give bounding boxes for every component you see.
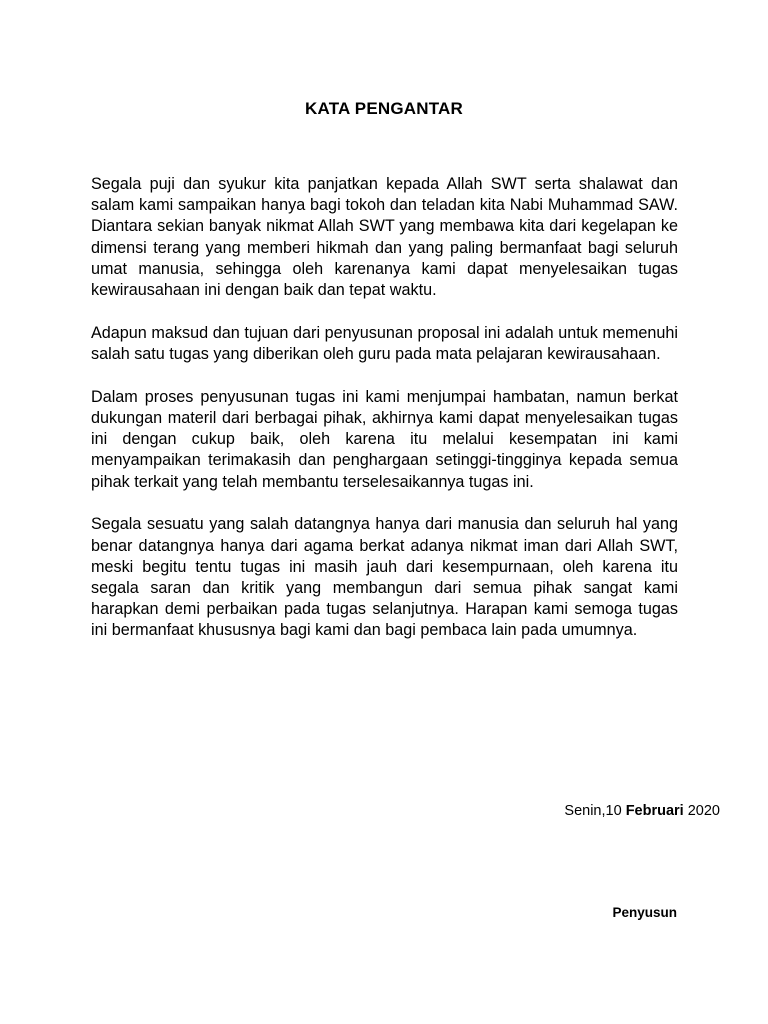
paragraph-1: Segala puji dan syukur kita panjatkan kepada Allah SWT serta shalawat dan salam kami sampaikan hanya bagi tokoh dan teladan kita Nabi Muhammad SAW. Diantara sekian banyak nikmat Allah SWT yang membawa kita dari kegelapan ke dimensi terang yang memberi hikmah dan yang paling bermanfaat bagi seluruh umat manusia, sehingga oleh karenanya kami dapat menyelesaikan tugas kewirausahaan ini dengan baik dan tepat waktu. [91,175,678,300]
document-body [91,174,678,663]
date-line [564,801,720,821]
document-title: KATA PENGANTAR [305,99,463,118]
paragraph-3: Dalam proses penyusunan tugas ini kami menjumpai hambatan, namun berkat dukungan materil dari berbagai pihak, akhirnya kami dapat menyelesaikan tugas ini dengan cukup baik, oleh karena itu melalui kesempatan ini kami menyampaikan terimakasih dan penghargaan setinggi-tingginya kepada semua pihak terkait yang telah membantu terselesaikannya tugas ini. [91,387,678,491]
date-day-prefix: Senin,10 [564,803,626,819]
date-month: Februari [625,803,684,819]
paragraph-2: Adapun maksud dan tujuan dari penyusunan proposal ini adalah untuk memenuhi salah satu tugas yang diberikan oleh guru pada mata pelajaran kewirausahaan. [91,323,678,364]
date-year-suffix: 2020 [683,803,720,819]
paragraph-4: Segala sesuatu yang salah datangnya hanya dari manusia dan seluruh hal yang benar datangnya hanya dari agama berkat adanya nikmat iman dari Allah SWT, meski begitu tentu tugas ini masih jauh dari kesempurnaan, oleh karena itu segala saran dan kritik yang membangun dari semua pihak sangat kami harapkan demi perbaikan pada tugas selanjutnya. Harapan kami semoga tugas ini bermanfaat khususnya bagi kami dan bagi pembaca lain pada umumnya. [91,515,678,640]
signer-label: Penyusun [612,905,677,920]
